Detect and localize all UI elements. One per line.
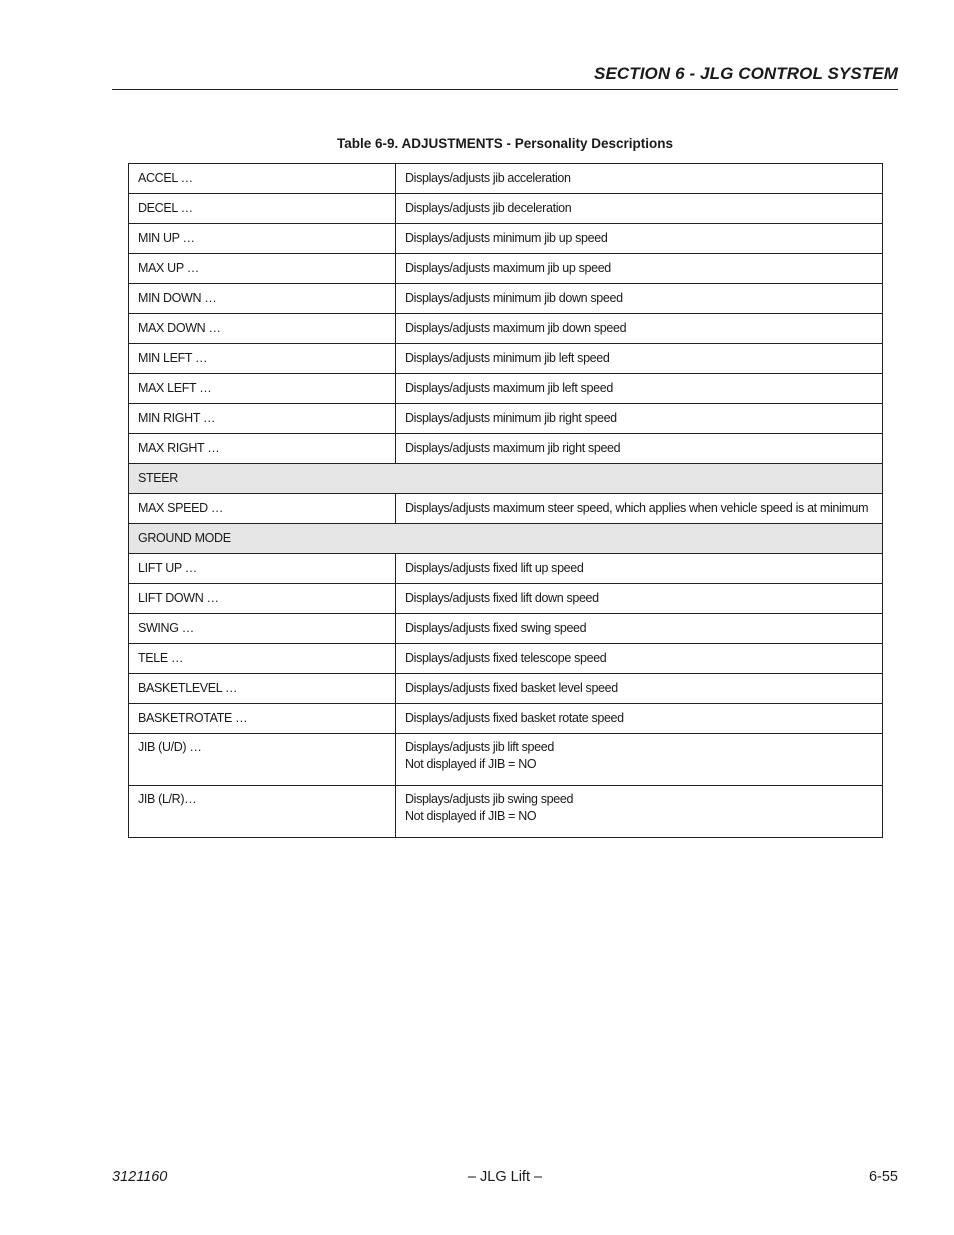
header-rule [112, 89, 898, 90]
parameter-description [396, 194, 883, 224]
table-row [129, 644, 883, 674]
section-label: GROUND MODE [129, 524, 883, 554]
parameter-description [396, 314, 883, 344]
table-row [129, 314, 883, 344]
parameter-name: LIFT DOWN … [129, 584, 396, 614]
description-line: Displays/adjusts jib lift speed [405, 740, 554, 754]
parameter-description [396, 254, 883, 284]
table-section-row [129, 524, 883, 554]
parameter-name: DECEL … [129, 194, 396, 224]
parameter-name: BASKETROTATE … [129, 704, 396, 734]
parameter-name: MAX RIGHT … [129, 434, 396, 464]
table-body [129, 164, 883, 838]
table-row [129, 786, 883, 838]
parameter-description [396, 674, 883, 704]
parameter-description [396, 434, 883, 464]
parameter-name: SWING … [129, 614, 396, 644]
parameter-name: MIN RIGHT … [129, 404, 396, 434]
parameter-name: MAX DOWN … [129, 314, 396, 344]
parameter-description [396, 554, 883, 584]
parameter-name: MIN UP … [129, 224, 396, 254]
description-line: Displays/adjusts jib swing speed [405, 792, 574, 806]
description-line: Displays/adjusts maximum jib down speed [405, 321, 627, 335]
description-line: Displays/adjusts jib acceleration [405, 171, 571, 185]
description-line: Displays/adjusts maximum jib up speed [405, 261, 611, 275]
description-line: Displays/adjusts maximum steer speed, which applies when vehicle speed is at minimum [405, 501, 869, 515]
table-row [129, 164, 883, 194]
parameter-description [396, 584, 883, 614]
table-row [129, 344, 883, 374]
description-line: Displays/adjusts minimum jib right speed [405, 411, 617, 425]
parameter-name: TELE … [129, 644, 396, 674]
table-row [129, 284, 883, 314]
parameter-name: MAX SPEED … [129, 494, 396, 524]
parameter-description [396, 164, 883, 194]
table-row [129, 674, 883, 704]
description-line: Displays/adjusts fixed lift up speed [405, 561, 584, 575]
parameter-description [396, 284, 883, 314]
section-title: SECTION 6 - JLG CONTROL SYSTEM [594, 64, 898, 83]
description-line: Displays/adjusts jib deceleration [405, 201, 572, 215]
parameter-name: JIB (L/R)… [129, 786, 396, 838]
parameter-description [396, 344, 883, 374]
table-row [129, 404, 883, 434]
table-row [129, 374, 883, 404]
table-row [129, 254, 883, 284]
table-row [129, 584, 883, 614]
parameter-description [396, 404, 883, 434]
table-row [129, 434, 883, 464]
footer-doc-number: 3121160 [112, 1169, 168, 1185]
parameter-description [396, 644, 883, 674]
personality-descriptions-table [128, 163, 883, 838]
parameter-name: LIFT UP … [129, 554, 396, 584]
description-line: Displays/adjusts minimum jib up speed [405, 231, 608, 245]
description-line: Displays/adjusts fixed swing speed [405, 621, 587, 635]
parameter-description [396, 734, 883, 786]
table-row [129, 734, 883, 786]
parameter-name: ACCEL … [129, 164, 396, 194]
parameter-description [396, 374, 883, 404]
description-line: Displays/adjusts fixed basket level speed [405, 681, 618, 695]
description-line: Displays/adjusts minimum jib left speed [405, 351, 610, 365]
description-line: Displays/adjusts fixed telescope speed [405, 651, 607, 665]
parameter-name: MAX UP … [129, 254, 396, 284]
description-line: Not displayed if JIB = NO [405, 757, 537, 771]
table-row [129, 554, 883, 584]
table-row [129, 494, 883, 524]
table-row [129, 704, 883, 734]
parameter-description [396, 494, 883, 524]
parameter-name: MIN LEFT … [129, 344, 396, 374]
description-line: Displays/adjusts maximum jib right speed [405, 441, 621, 455]
table-section-row [129, 464, 883, 494]
footer-publisher: – JLG Lift – [467, 1169, 543, 1185]
section-label: STEER [129, 464, 883, 494]
description-line: Displays/adjusts minimum jib down speed [405, 291, 623, 305]
description-line: Displays/adjusts fixed lift down speed [405, 591, 599, 605]
parameter-description [396, 224, 883, 254]
parameter-name: BASKETLEVEL … [129, 674, 396, 704]
table-row [129, 224, 883, 254]
description-line: Displays/adjusts fixed basket rotate speed [405, 711, 624, 725]
parameter-description [396, 614, 883, 644]
personality-table-container [128, 163, 882, 838]
footer-page-number: 6-55 [868, 1169, 898, 1185]
parameter-name: MAX LEFT … [129, 374, 396, 404]
parameter-name: JIB (U/D) … [129, 734, 396, 786]
table-title: Table 6-9. ADJUSTMENTS - Personality Descriptions [336, 136, 674, 151]
table-row [129, 614, 883, 644]
parameter-description [396, 786, 883, 838]
description-line: Not displayed if JIB = NO [405, 809, 537, 823]
table-row [129, 194, 883, 224]
parameter-name: MIN DOWN … [129, 284, 396, 314]
description-line: Displays/adjusts maximum jib left speed [405, 381, 613, 395]
parameter-description [396, 704, 883, 734]
